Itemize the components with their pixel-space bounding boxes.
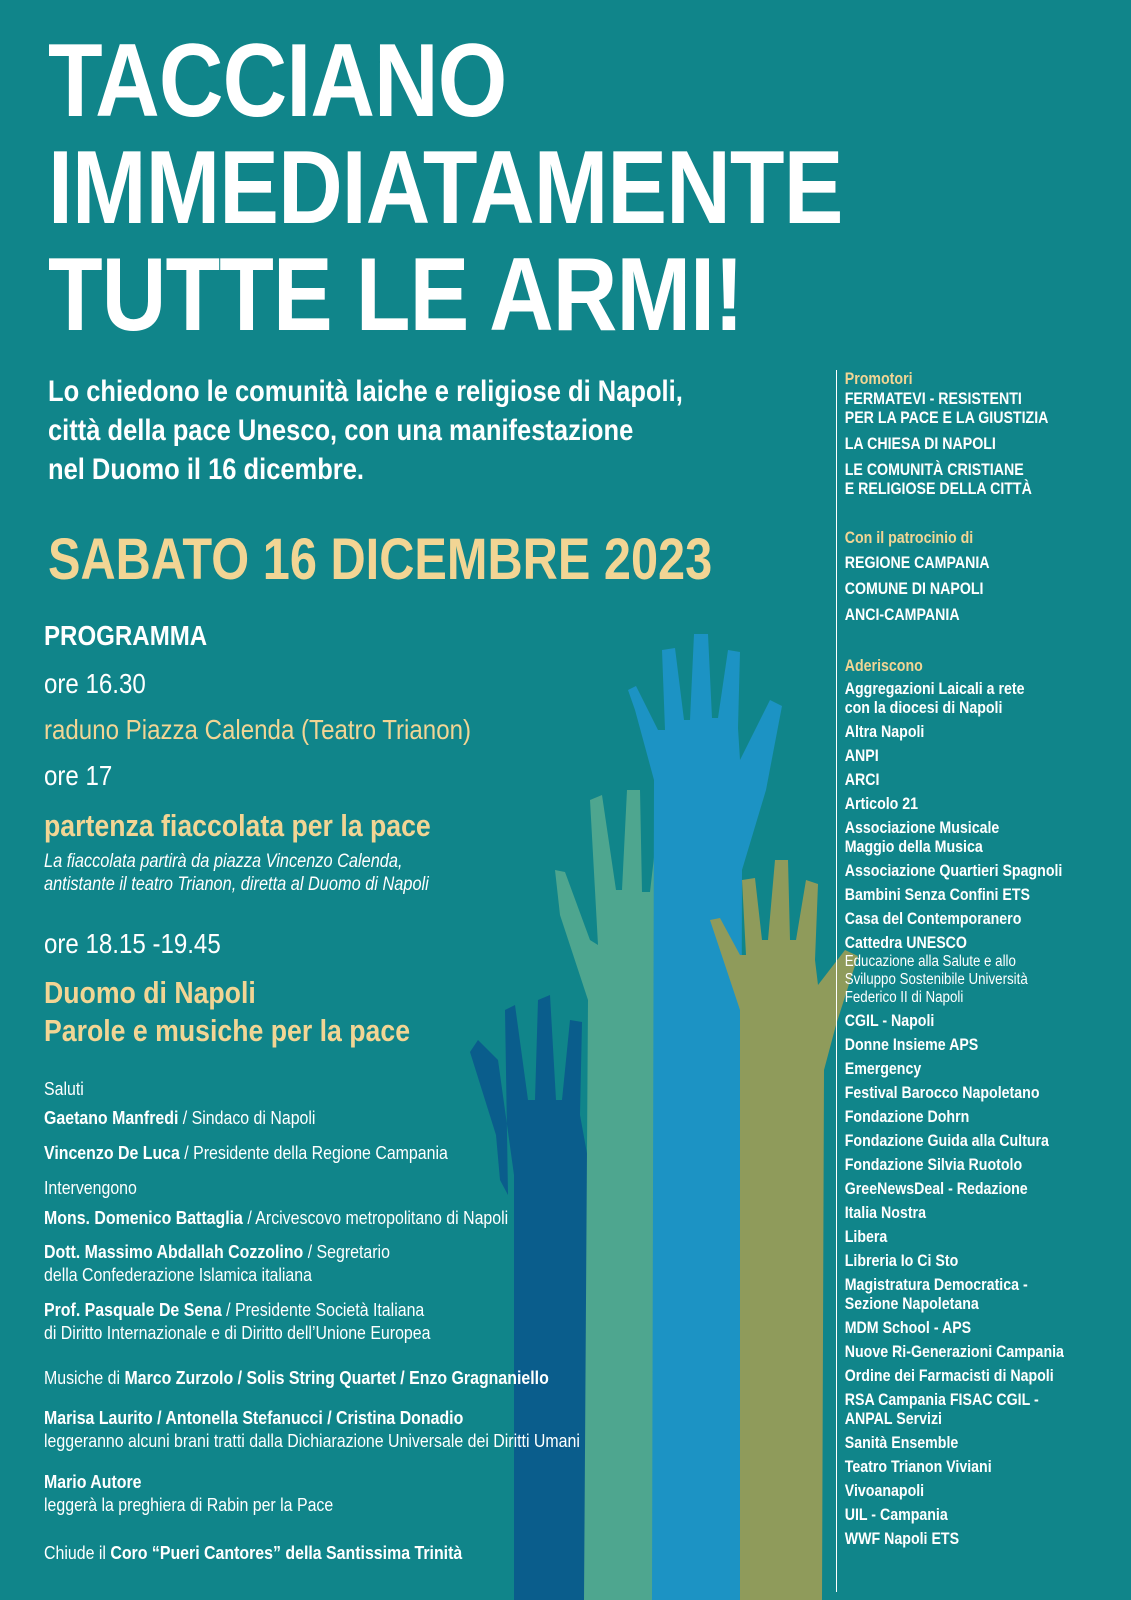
intervengono-speaker: Dott. Massimo Abdallah Cozzolino / Segretario della Confederazione Islamica italiana: [44, 1241, 390, 1285]
headline-line-3: TUTTE LE ARMI!: [48, 237, 744, 353]
aderiscono-item: Fondazione Silvia Ruotolo: [844, 1156, 1023, 1174]
headline-line-1: TACCIANO: [48, 23, 507, 139]
aderiscono-item: Fondazione Dohrn: [844, 1108, 970, 1126]
aderiscono-item-detail: Educazione alla Salute e allo: [844, 953, 1016, 970]
aderiscono-item: con la diocesi di Napoli: [844, 699, 1003, 717]
aderiscono-item-detail: Sviluppo Sostenibile Università: [844, 971, 1028, 988]
program-heading: PROGRAMMA: [44, 620, 208, 651]
aderiscono-item: CGIL - Napoli: [844, 1012, 935, 1030]
intervengono-speaker: Mons. Domenico Battaglia / Arcivescovo metropolitano di Napoli: [44, 1207, 509, 1228]
aderiscono-item: Sezione Napoletana: [844, 1295, 979, 1313]
aderiscono-item: RSA Campania FISAC CGIL -: [844, 1391, 1039, 1409]
aderiscono-item: Ordine dei Farmacisti di Napoli: [844, 1367, 1054, 1385]
aderiscono-item: Vivoanapoli: [844, 1482, 925, 1500]
aderiscono-item: Articolo 21: [844, 795, 919, 813]
saluti-label: Saluti: [44, 1078, 84, 1099]
promotori-item: PER LA PACE E LA GIUSTIZIA: [844, 409, 1049, 427]
aderiscono-item: Sanità Ensemble: [844, 1434, 959, 1452]
aderiscono-item: GreeNewsDeal - Redazione: [844, 1180, 1028, 1198]
promotori-item: E RELIGIOSE DELLA CITTÀ: [844, 480, 1032, 498]
intro-text: [48, 372, 728, 489]
event-date: SABATO 16 DICEMBRE 2023: [48, 527, 713, 592]
aderiscono-item: Maggio della Musica: [844, 838, 983, 856]
aderiscono-item: Libera: [844, 1228, 888, 1246]
promotori-item: LE COMUNITÀ CRISTIANE: [844, 461, 1024, 479]
intro-line-3: nel Duomo il 16 dicembre.: [48, 453, 365, 486]
aderiscono-item: WWF Napoli ETS: [844, 1530, 960, 1548]
aderiscono-item: Teatro Trianon Viviani: [844, 1458, 992, 1476]
aderiscono-heading: Aderiscono: [844, 657, 923, 675]
program-event-2: partenza fiaccolata per la pace: [44, 808, 431, 843]
supporters-column: [836, 370, 1127, 1592]
patrocinio-item: ANCI-CAMPANIA: [844, 606, 960, 624]
program-time-1: ore 16.30: [44, 668, 146, 699]
aderiscono-item: Emergency: [844, 1060, 922, 1078]
saluti-speaker: Vincenzo De Luca / Presidente della Regione Campania: [44, 1142, 448, 1163]
aderiscono-item: Italia Nostra: [844, 1204, 926, 1222]
intro-line-1: Lo chiedono le comunità laiche e religiose di Napoli,: [48, 375, 683, 408]
promotori-item: LA CHIESA DI NAPOLI: [844, 435, 996, 453]
program-time-3: ore 18.15 -19.45: [44, 928, 221, 959]
aderiscono-item: Nuove Ri-Generazioni Campania: [844, 1343, 1064, 1361]
aderiscono-item: Libreria Io Ci Sto: [844, 1252, 959, 1270]
aderiscono-item: ANPAL Servizi: [844, 1410, 943, 1428]
patrocinio-heading: Con il patrocinio di: [844, 529, 974, 547]
aderiscono-item: Cattedra UNESCO: [844, 934, 967, 952]
intro-line-2: città della pace Unesco, con una manifestazione: [48, 414, 634, 447]
closing-line: Chiude il Coro “Pueri Cantores” della Santissima Trinità: [44, 1542, 463, 1563]
aderiscono-item: Donne Insieme APS: [844, 1036, 979, 1054]
promotori-heading: Promotori: [844, 370, 913, 388]
aderiscono-item: Associazione Quartieri Spagnoli: [844, 862, 1063, 880]
headline: [48, 23, 843, 353]
program-time-2: ore 17: [44, 760, 113, 791]
promotori-item: FERMATEVI - RESISTENTI: [844, 390, 1022, 408]
saluti-speaker: Gaetano Manfredi / Sindaco di Napoli: [44, 1107, 316, 1128]
musiche-line: Musiche di Marco Zurzolo / Solis String Quartet / Enzo Gragnaniello: [44, 1367, 549, 1388]
aderiscono-item: Associazione Musicale: [844, 819, 1000, 837]
aderiscono-item: Fondazione Guida alla Cultura: [844, 1132, 1049, 1150]
intervengono-speaker: Prof. Pasquale De Sena / Presidente Società Italiana di Diritto Internazionale e di Diritto dell’Unione Europea: [44, 1299, 431, 1343]
aderiscono-item: Casa del Contemporanero: [844, 910, 1022, 928]
aderiscono-item-detail: Federico II di Napoli: [844, 989, 964, 1006]
readers-block: Marisa Laurito / Antonella Stefanucci / Cristina Donadio leggeranno alcuni brani tratti dalla Dichiarazione Universale dei Diritti Umani: [44, 1407, 580, 1451]
patrocinio-item: REGIONE CAMPANIA: [844, 554, 990, 572]
headline-line-2: IMMEDIATAMENTE: [48, 130, 843, 246]
aderiscono-item: Festival Barocco Napoletano: [844, 1084, 1040, 1102]
aderiscono-item: MDM School - APS: [844, 1319, 972, 1337]
autore-block: Mario Autore leggerà la preghiera di Rabin per la Pace: [44, 1471, 334, 1515]
aderiscono-item: ARCI: [844, 771, 880, 789]
program-event-1: raduno Piazza Calenda (Teatro Trianon): [44, 714, 472, 745]
intervengono-label: Intervengono: [44, 1177, 137, 1198]
patrocinio-item: COMUNE DI NAPOLI: [844, 580, 984, 598]
aderiscono-item: UIL - Campania: [844, 1506, 948, 1524]
aderiscono-item: Altra Napoli: [844, 723, 925, 741]
aderiscono-item: Aggregazioni Laicali a rete: [844, 680, 1025, 698]
aderiscono-item: ANPI: [844, 747, 879, 765]
aderiscono-item: Bambini Senza Confini ETS: [844, 886, 1031, 904]
aderiscono-item: Magistratura Democratica -: [844, 1276, 1028, 1294]
program-event-3: Duomo di Napoli Parole e musiche per la pace: [44, 975, 411, 1048]
program-event-2-note: La fiaccolata partirà da piazza Vincenzo Calenda, antistante il teatro Trianon, diretta al Duomo di Napoli: [44, 851, 429, 895]
